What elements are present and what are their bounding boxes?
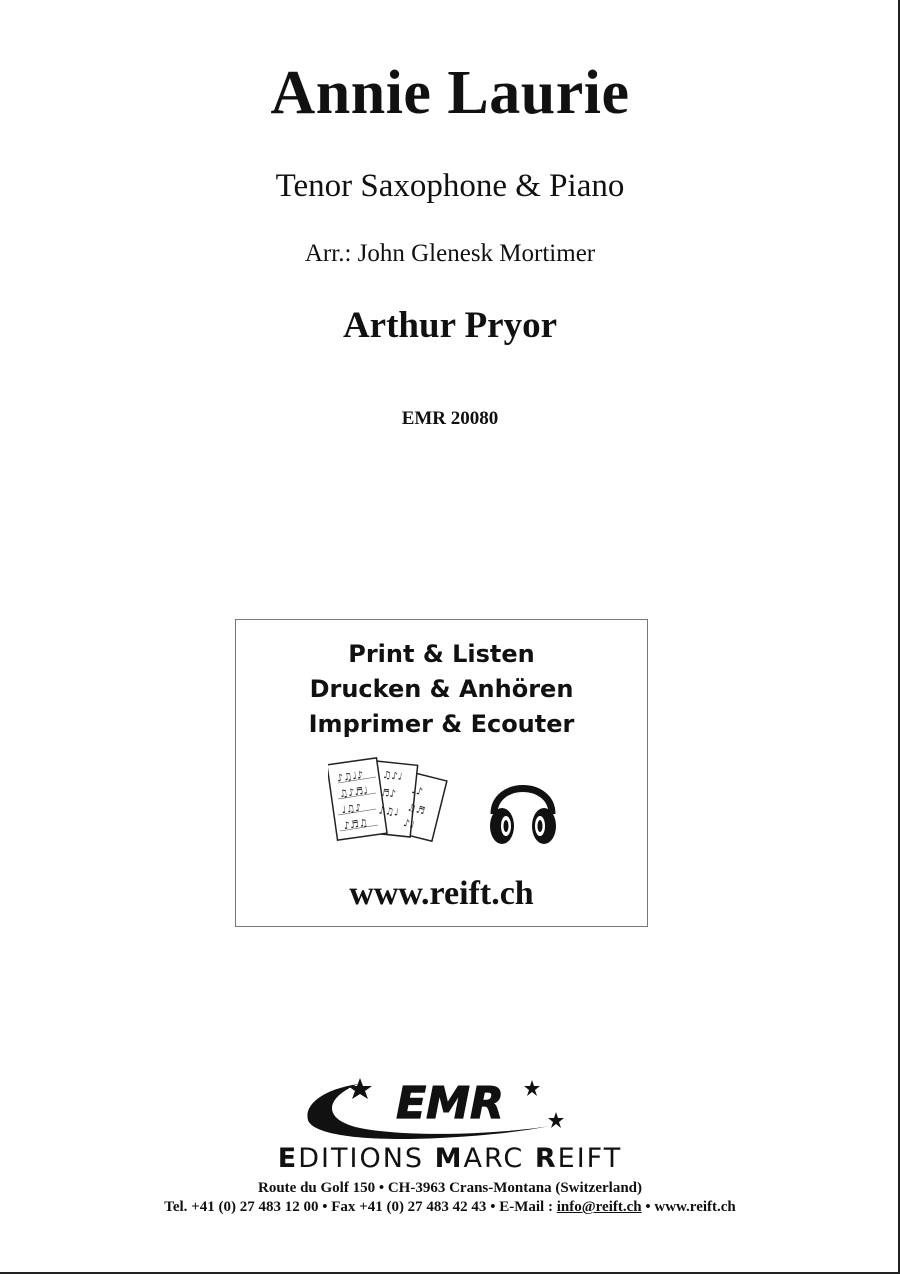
- svg-text:♬♪: ♬♪: [379, 787, 397, 801]
- svg-text:♫♬: ♫♬: [405, 802, 426, 818]
- emr-logo-text: EMR: [396, 1078, 504, 1129]
- separator: •: [322, 1199, 328, 1215]
- website-link[interactable]: www.reift.ch: [654, 1199, 736, 1215]
- promo-line-french: Imprimer & Ecouter: [308, 710, 575, 738]
- svg-text:♪♫♩: ♪♫♩: [378, 805, 400, 819]
- promo-website-link[interactable]: www.reift.ch: [349, 875, 534, 912]
- separator: •: [490, 1199, 496, 1215]
- fax-number: Fax +41 (0) 27 483 42 43: [331, 1199, 487, 1215]
- svg-text:♪♩: ♪♩: [402, 817, 416, 832]
- publisher-name-initial-e: E: [277, 1143, 299, 1174]
- publisher-name-word-2: ARC: [463, 1143, 525, 1174]
- publisher-name-initial-r: R: [534, 1143, 558, 1174]
- publisher-contact-line: [0, 1199, 900, 1216]
- composer-name: Arthur Pryor: [342, 305, 558, 346]
- sheet-music-icon: [328, 755, 454, 855]
- separator: •: [645, 1199, 651, 1215]
- promo-line-english: Print & Listen: [348, 640, 535, 668]
- publisher-name-word-3: EIFT: [557, 1143, 623, 1174]
- arranger-credit: Arr.: John Glenesk Mortimer: [304, 240, 596, 267]
- publisher-name-initial-m: M: [434, 1143, 464, 1174]
- promo-line-german: Drucken & Anhören: [309, 675, 574, 703]
- svg-text:♪♫♩♪: ♪♫♩♪: [336, 769, 364, 785]
- publisher-address: Route du Golf 150 • CH-3963 Crans-Montana (Switzerland): [258, 1180, 642, 1196]
- instrumentation: Tenor Saxophone & Piano: [275, 168, 625, 204]
- phone-number: Tel. +41 (0) 27 483 12 00: [164, 1199, 319, 1215]
- svg-text:♫♪♬♩: ♫♪♬♩: [338, 785, 369, 801]
- print-listen-box: [235, 619, 648, 927]
- publisher-name-word-1: DITIONS: [298, 1143, 425, 1174]
- email-link[interactable]: info@reift.ch: [556, 1199, 642, 1215]
- email-label: E-Mail :: [499, 1199, 553, 1215]
- svg-text:♩♫♪: ♩♫♪: [340, 802, 363, 817]
- emr-logo: [300, 1076, 600, 1142]
- svg-text:♩♪: ♩♪: [410, 784, 424, 799]
- headphones-icon: [486, 770, 560, 850]
- catalog-number: EMR 20080: [401, 408, 499, 429]
- piece-title: Annie Laurie: [270, 59, 630, 127]
- svg-text:♫♪♩: ♫♪♩: [381, 769, 403, 783]
- svg-text:♪♬♫: ♪♬♫: [342, 817, 369, 833]
- publisher-name: [0, 1143, 900, 1174]
